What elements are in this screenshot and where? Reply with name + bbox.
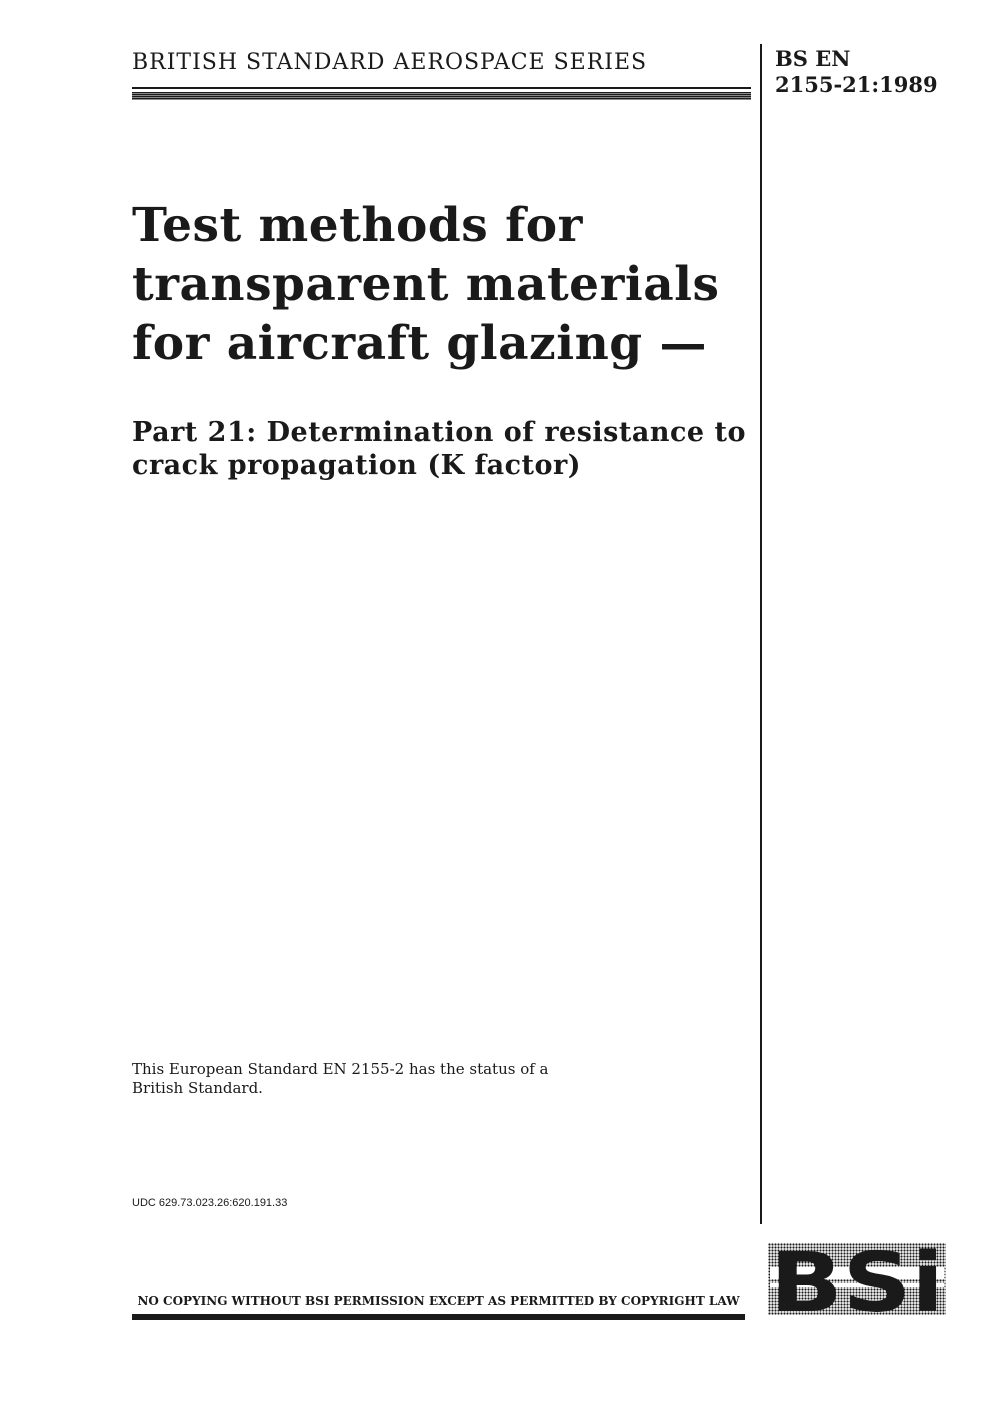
vertical-divider: [760, 44, 762, 1224]
series-title: BRITISH STANDARD AEROSPACE SERIES: [132, 50, 648, 75]
document-subtitle: [132, 416, 746, 482]
footer-rule: [132, 1314, 745, 1320]
title-line-3: for aircraft glazing —: [132, 316, 707, 371]
subtitle-line-2: crack propagation (K factor): [132, 450, 582, 481]
svg-text:BSi: BSi: [770, 1243, 944, 1315]
bsi-logo-icon: [768, 1243, 946, 1315]
document-title: [132, 196, 719, 373]
status-statement: [132, 1060, 549, 1098]
copyright-notice: NO COPYING WITHOUT BSI PERMISSION EXCEPT AS PERMITTED BY COPYRIGHT LAW: [137, 1294, 740, 1308]
header-rule-thick: [132, 92, 751, 100]
status-line-2: British Standard.: [132, 1079, 263, 1097]
standard-reference: [775, 46, 938, 98]
udc-code: UDC 629.73.023.26:620.191.33: [132, 1197, 288, 1209]
standard-ref-line-2: 2155-21:1989: [775, 72, 938, 97]
subtitle-line-1: Part 21: Determination of resistance to: [132, 417, 746, 448]
title-line-1: Test methods for: [132, 198, 583, 253]
title-line-2: transparent materials: [132, 257, 720, 312]
status-line-1: This European Standard EN 2155-2 has the status of a: [132, 1060, 549, 1078]
standard-ref-line-1: BS EN: [775, 46, 851, 71]
header-rule: [132, 87, 751, 89]
